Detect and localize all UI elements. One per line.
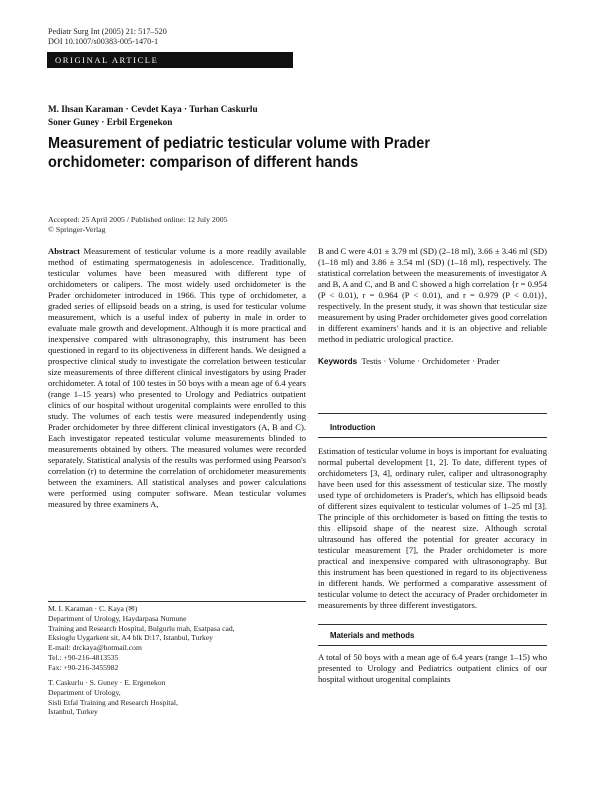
abstract-text: Measurement of testicular volume is a more readily available method of estimating spermatogenesis in adolescence. Traditionally, testicular volumes have been measured with different type of orchidometers or calipers. The most widely used orchidometer is the Prader orchidometer introduced in 1966. This type of orchidometer, a graded series of ellipsoid beads on a string, is used for testicular volume measurement, which is a useful index of puberty in male in order to evaluate male growth and development. Although it is more practical and inexpensive compared with ultrasonography, this instrument has been questioned in regard to its objectiveness in different hands. We designed a prospective clinical study to investigate the correlation between testicular size measurements of three different clinical investigators by using Prader orchidometer. A total of 100 testes in 50 boys with a mean age of 6.4 years (range 1–15 years) who presented to Urology and Pediatrics outpatient clinics of our hospital without urogenital complaints were enrolled to this study. The volumes of each testis were measured independently using Prader orchidometer by three different clinical investigators (A, B and C). Each investigator repeated testicular volume measurements blinded to measurements obtained by others. The measured volumes were recorded separately. Statistical analysis of the results was performed using Pearson's correlation (r) to determine the correlation of orchidometer measurements between the examiners. All statistical analyses and power calculations were performed using computer software. Mean testicular volumes measured by three examiners A, — [48, 246, 306, 509]
affiliation-line: T. Caskurlu · S. Guney · E. Ergenekon — [48, 678, 166, 687]
intro-bottom-rule — [318, 437, 547, 438]
intro-top-rule — [318, 413, 547, 414]
journal-meta — [48, 27, 167, 47]
affiliation-block-2 — [48, 678, 306, 717]
affiliation-line: Department of Urology, Haydarpasa Numune — [48, 613, 187, 623]
keywords-label: Keywords — [318, 357, 358, 366]
introduction-heading: Introduction — [330, 423, 376, 432]
affiliation-divider — [48, 601, 306, 602]
abstract-left-column — [48, 246, 306, 510]
keywords-line — [318, 356, 547, 367]
affiliation-line: Department of Urology, — [48, 687, 121, 697]
section-label: ORIGINAL ARTICLE — [47, 52, 293, 68]
publication-dates — [48, 215, 228, 235]
methods-heading: Materials and methods — [330, 631, 415, 640]
authors-line-1: M. Ihsan Karaman · Cevdet Kaya · Turhan Caskurlu — [48, 104, 258, 114]
keywords-text: Testis · Volume · Orchidometer · Prader — [361, 356, 500, 366]
accepted-date: Accepted: 25 April 2005 / Published online: 12 July 2005 — [48, 215, 228, 224]
copyright: © Springer-Verlag — [48, 225, 106, 234]
methods-top-rule — [318, 624, 547, 625]
abstract-label: Abstract — [48, 246, 80, 256]
affiliation-tel: Tel.: +90-216-4813535 — [48, 652, 119, 662]
author-list — [48, 103, 468, 129]
affiliation-email: E-mail: drckaya@hotmail.com — [48, 643, 142, 653]
affiliation-line: M. I. Karaman · C. Kaya (✉) — [48, 604, 138, 613]
affiliation-block-1 — [48, 604, 306, 673]
article-title: Measurement of pediatric testicular volume with Prader orchidometer: comparison of different hands — [48, 135, 431, 171]
methods-bottom-rule — [318, 645, 547, 646]
abstract-paragraph — [48, 246, 306, 510]
affiliation-line: Training and Research Hospital, Bulgurlu mah, Esatpasa cad, — [48, 623, 235, 633]
affiliation-line: Sisli Etfal Training and Research Hospital, — [48, 697, 178, 707]
affiliation-line: Eksioglu Uygarkent sit, A4 blk D:17, Istanbul, Turkey — [48, 633, 213, 643]
abstract-right-column — [318, 246, 547, 367]
methods-text: A total of 50 boys with a mean age of 6.4 years (range 1–15) who presented to Urology and Pediatrics outpatient clinics of our hospital without urogenital complaints — [318, 652, 547, 684]
introduction-text: Estimation of testicular volume in boys is important for evaluating normal pubertal development [1, 2]. To date, different types of orchidometers [3, 4], ordinary ruler, caliper and ultrasonography have been used for this assessment of testicular size. The mostly used type of orchidometers is Prader's, which has ellipsoid beads of different sizes equivalent to testicular volumes of 1–25 ml [3]. The principle of this orchidometer is based on fitting the testis to this ellipsoid shape of the nearest size. Although scrotal ultrasound has offered the potential for greater accuracy in testicular measurement [7], the Prader orchidometer is more practical and inexpensive compared with ultrasonography. But this instrument has been questioned in regard to its objectiveness in different hands. We performed a comparative assessment of testicular volume to detect the accuracy of Prader orchidometer in measurements by three different investigators. — [318, 446, 547, 610]
journal-doi: DOI 10.1007/s00383-005-1470-1 — [48, 37, 159, 46]
affiliation-line: Istanbul, Turkey — [48, 707, 98, 717]
journal-citation: Pediatr Surg Int (2005) 21: 517–520 — [48, 27, 167, 36]
affiliation-fax: Fax: +90-216-3455982 — [48, 662, 119, 672]
authors-line-2: Soner Guney · Erbil Ergenekon — [48, 117, 173, 127]
abstract-continuation: B and C were 4.01 ± 3.79 ml (SD) (2–18 ml), 3.66 ± 3.46 ml (SD) (1–18 ml) and 3.86 ± 3.54 ml (SD) (1–18 ml), respectively. The statistical correlation between the measurements of investigator A and B, A and C, and B and C showed a high correlation {r = 0.954 (P < 0.01), r = 0.964 (P < 0.01), and r = 0.979 (P < 0.01)}, respectively. In the present study, it was shown that testicular size measurement by using Prader orchidometer gives good correlation in different examiners' hands and it is an objective and reliable method in pediatric urological practice. — [318, 246, 547, 344]
